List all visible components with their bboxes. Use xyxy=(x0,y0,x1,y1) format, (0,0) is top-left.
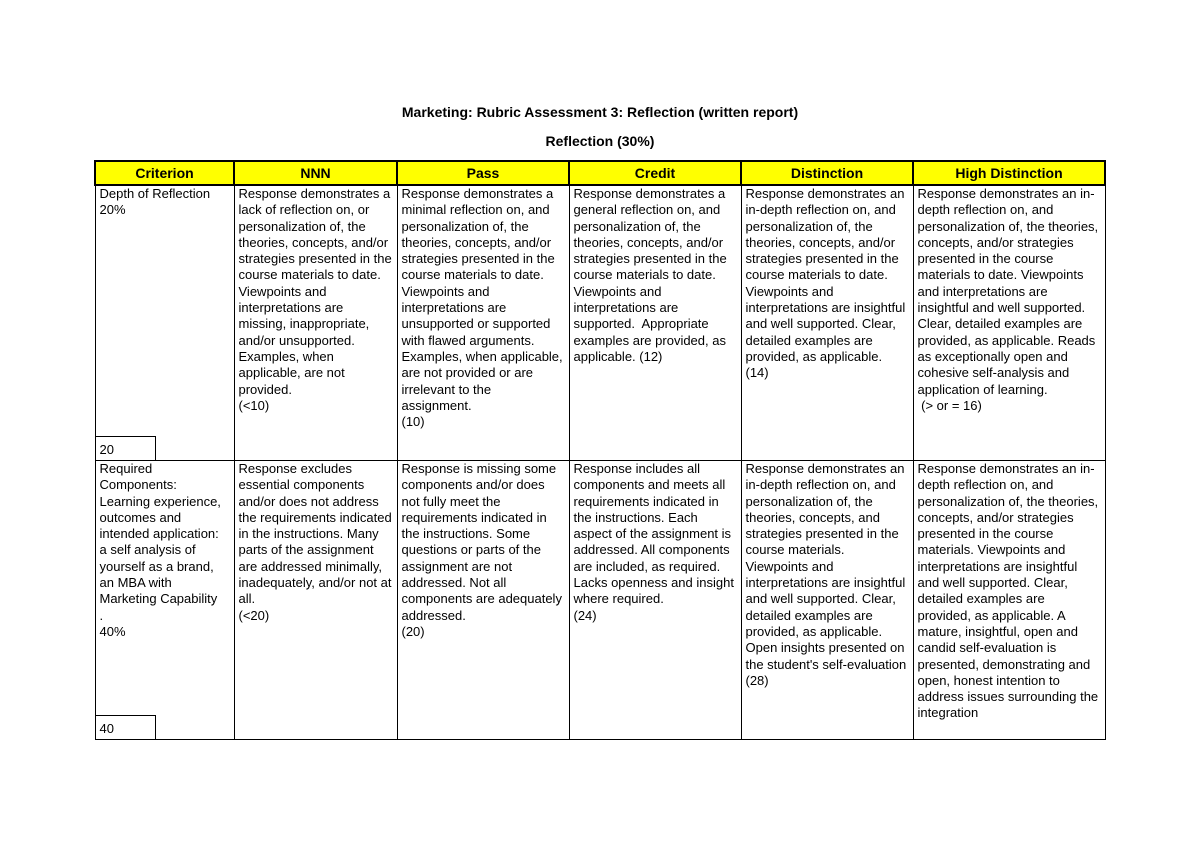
score-box: 20 xyxy=(96,436,156,460)
cell-text: Response demonstrates an in-depth reflection on, and personalization of, the theories, concepts, and/or strategies presented in the course materials. Viewpoints and interpretations are insightful and well supported. Clear, detailed examples are provided, as applicable. A mature, insightful, open and candid self-evaluation is presented, demonstrating and open, honest intention to address issues surrounding the integration xyxy=(917,461,1102,721)
cell-text: Response demonstrates a minimal reflection on, and personalization of, the theories, concepts, and/or strategies presented in the course materials to date. Viewpoints and interpretations are unsupported or supported with flawed arguments. Examples, when applicable, are not provided or are irrelevant to the assignment. (10) xyxy=(401,186,563,430)
cell-text: Response demonstrates an in-depth reflection on, and personalization of, the theories, concepts, and strategies presented in the course materials. Viewpoints and interpretations are insightful and well supported. Clear, detailed examples are provided, as applicable. Open insights presented on the student's self-evaluation (28) xyxy=(745,461,907,688)
high-distinction-cell xyxy=(913,461,1105,740)
distinction-cell xyxy=(741,461,913,740)
header-criterion: Criterion xyxy=(95,161,234,185)
cell-text: Response includes all components and meets all requirements indicated in the instructions. Each aspect of the assignment is addressed. All components are included, as required. Lacks openness and insight where required. (24) xyxy=(573,461,734,623)
credit-cell xyxy=(569,461,741,740)
table-row xyxy=(95,185,1105,461)
document-title: Marketing: Rubric Assessment 3: Reflection (written report) xyxy=(401,104,799,120)
score-box: 40 xyxy=(96,715,156,739)
header-nnn: NNN xyxy=(234,161,397,185)
header-high-distinction: High Distinction xyxy=(913,161,1105,185)
cell-text: Response demonstrates a lack of reflection on, or personalization of, the theories, concepts, and/or strategies presented in the course materials to date. Viewpoints and interpretations are missing, inappropriate, and/or unsupported. Examples, when applicable, are not provided. (<10) xyxy=(238,186,392,413)
pass-cell xyxy=(397,461,569,740)
pass-cell xyxy=(397,185,569,461)
header-pass: Pass xyxy=(397,161,569,185)
credit-cell xyxy=(569,185,741,461)
high-distinction-cell xyxy=(913,185,1105,461)
cell-text: Response excludes essential components and/or does not address the requirements indicated in the instructions. Many parts of the assignment are addressed minimally, inadequately, and/or not at all. (<20) xyxy=(238,461,392,623)
header-credit: Credit xyxy=(569,161,741,185)
cell-text: Response demonstrates a general reflection on, and personalization of, the theories, concepts, and/or strategies presented in the course materials to date. Viewpoints and interpretations are supported. Appropriate examples are provided, as applicable. (12) xyxy=(573,186,731,364)
criterion-text: Required Components: Learning experience, outcomes and intended application: a self analysis of yourself as a brand, an MBA with Marketing Capability . 40% xyxy=(99,461,221,639)
document-subtitle: Reflection (30%) xyxy=(545,133,655,149)
table-row xyxy=(95,461,1105,740)
cell-text: Response demonstrates an in-depth reflection on, and personalization of, the theories, concepts, and/or strategies presented in the course materials to date. Viewpoints and interpretations are insightful and well supported. Clear, detailed examples are provided, as applicable. (14) xyxy=(745,186,906,381)
criterion-cell xyxy=(95,461,234,740)
criterion-cell xyxy=(95,185,234,461)
header-distinction: Distinction xyxy=(741,161,913,185)
criterion-text: Depth of Reflection 20% xyxy=(99,186,211,218)
header-row xyxy=(95,161,1105,185)
cell-text: Response demonstrates an in-depth reflection on, and personalization of, the theories, concepts, and/or strategies presented in the course materials to date. Viewpoints and interpretations are insightful and well supported. Clear, detailed examples are provided, as applicable. Reads as exceptionally open and cohesive self-analysis and application of learning. (> or = 16) xyxy=(917,186,1099,413)
rubric-table xyxy=(94,160,1106,740)
distinction-cell xyxy=(741,185,913,461)
cell-text: Response is missing some components and/or does not fully meet the requirements indicated in the instructions. Some questions or parts of the assignment are not addressed. Not all components are adequately addressed. (20) xyxy=(401,461,562,639)
nnn-cell xyxy=(234,185,397,461)
nnn-cell xyxy=(234,461,397,740)
